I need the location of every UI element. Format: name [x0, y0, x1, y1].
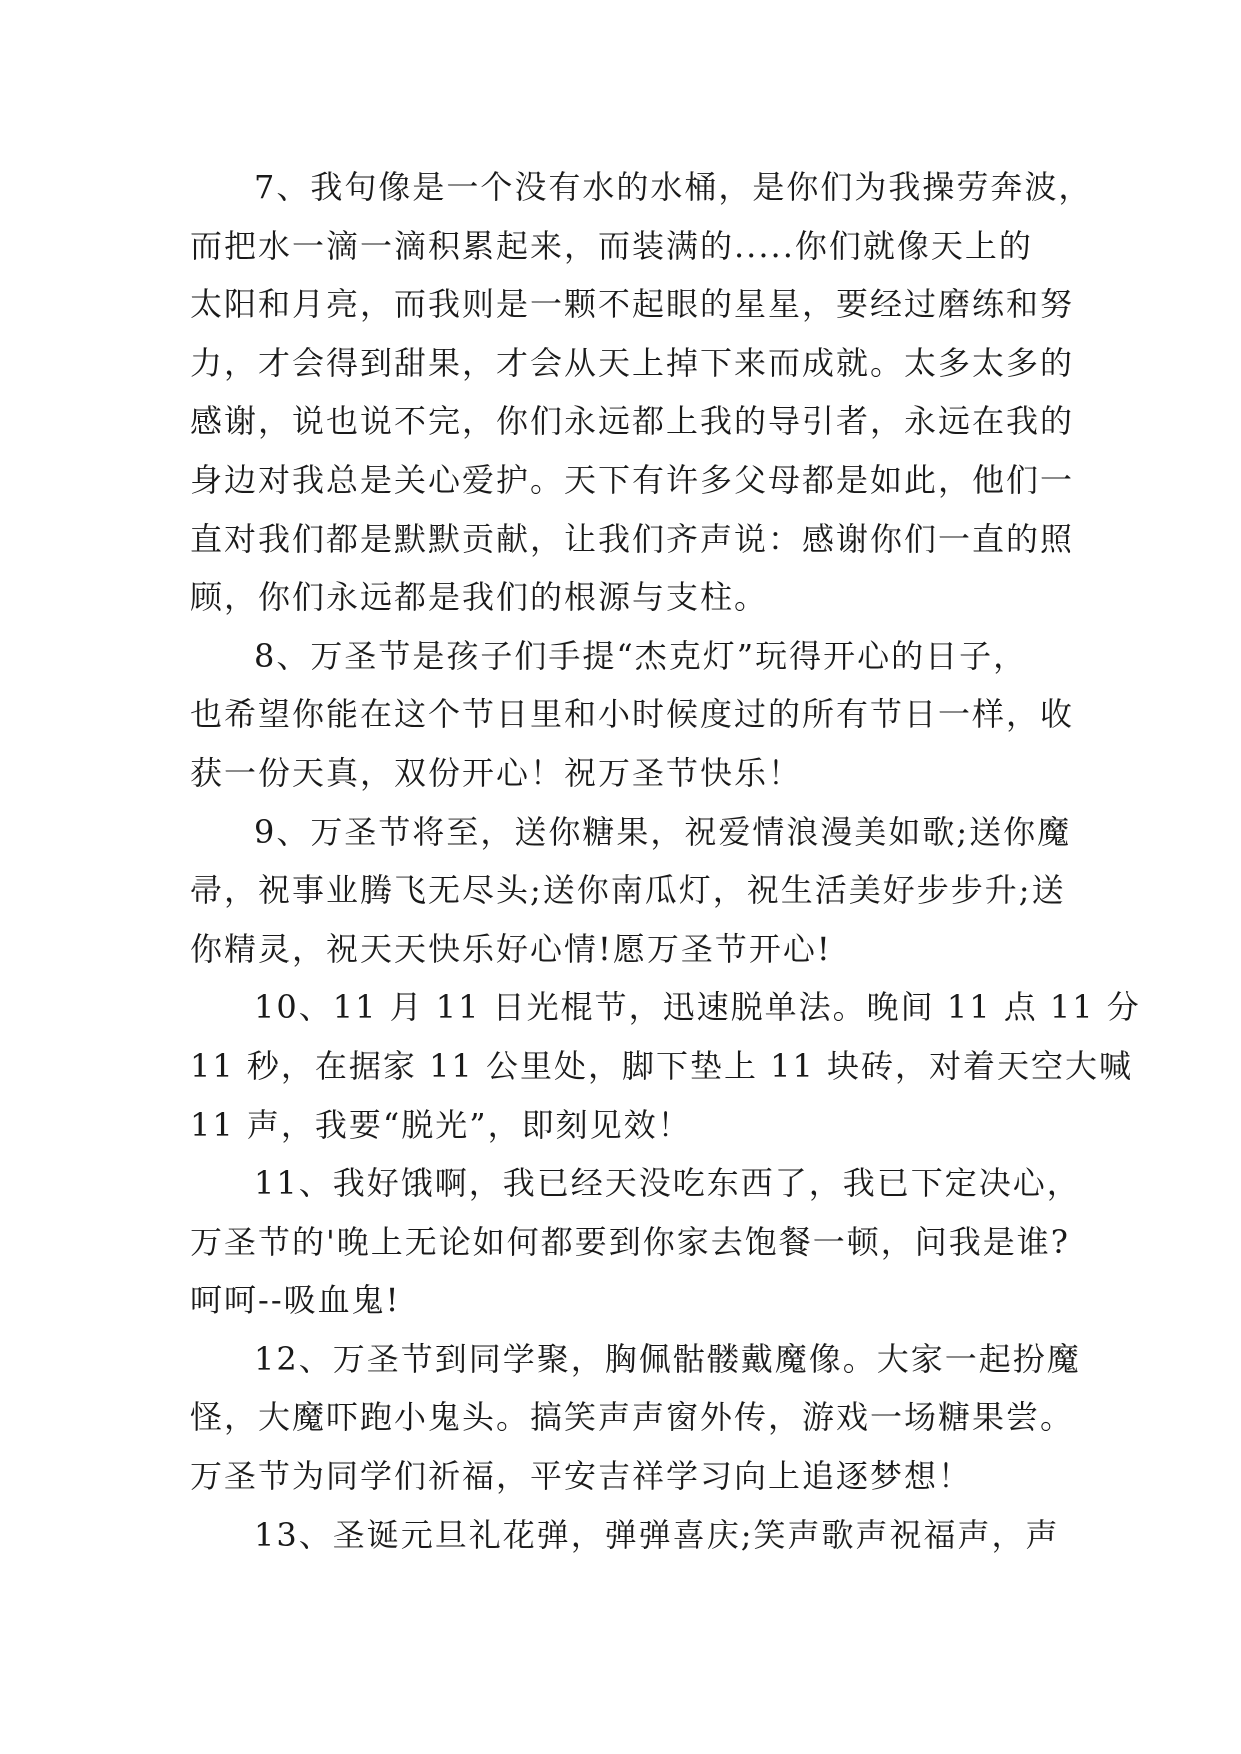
- paragraph-11: [190, 1154, 1081, 1330]
- text-line: 而把水一滴一滴积累起来，而装满的.....你们就像天上的: [190, 226, 1033, 265]
- text-line: 怪，大魔吓跑小鬼头。搞笑声声窗外传，游戏一场糖果尝。: [190, 1398, 1075, 1437]
- text-line: 9、万圣节将至，送你糖果，祝爱情浪漫美如歌;送你魔: [254, 812, 1072, 851]
- text-line: 太阳和月亮，而我则是一颗不起眼的星星，要经过磨练和努: [190, 285, 1075, 324]
- paragraph-13: [190, 1506, 1060, 1565]
- paragraph-8: [190, 627, 1075, 803]
- paragraph-10: [190, 978, 1141, 1154]
- text-line: 10、11 月 11 日光棍节，迅速脱单法。晚间 11 点 11 分: [254, 988, 1141, 1027]
- paragraph-12: [190, 1330, 1081, 1506]
- text-line: 万圣节为同学们祈福，平安吉祥学习向上追逐梦想！: [190, 1457, 973, 1496]
- text-line: 帚，祝事业腾飞无尽头;送你南瓜灯，祝生活美好步步升;送: [190, 871, 1066, 910]
- text-line: 11、我好饿啊，我已经天没吃东西了，我已下定决心，: [254, 1164, 1081, 1203]
- text-line: 力，才会得到甜果，才会从天上掉下来而成就。太多太多的: [190, 343, 1075, 382]
- text-line: 7、我句像是一个没有水的水桶，是你们为我操劳奔波，: [254, 168, 1093, 206]
- text-line: 你精灵，祝天天快乐好心情!愿万圣节开心!: [190, 929, 832, 968]
- text-line: 11 秒，在据家 11 公里处，脚下垫上 11 块砖，对着天空大喊: [190, 1046, 1134, 1085]
- text-line: 感谢，说也说不完，你们永远都上我的导引者，永远在我的: [190, 402, 1075, 441]
- paragraph-9: [190, 803, 1072, 979]
- text-line: 11 声，我要“脱光”，即刻见效！: [190, 1105, 692, 1144]
- text-line: 身边对我总是关心爱护。天下有许多父母都是如此，他们一: [190, 460, 1075, 499]
- body-text: [190, 158, 1141, 1564]
- text-line: 直对我们都是默默贡献，让我们齐声说：感谢你们一直的照: [190, 519, 1075, 558]
- text-line: 呵呵--吸血鬼!: [190, 1281, 401, 1320]
- text-line: 12、万圣节到同学聚，胸佩骷髅戴魔像。大家一起扮魔: [254, 1339, 1081, 1378]
- text-line: 获一份天真，双份开心！祝万圣节快乐！: [190, 753, 803, 792]
- text-line: 13、圣诞元旦礼花弹，弹弹喜庆;笑声歌声祝福声，声: [254, 1515, 1060, 1554]
- text-line: 也希望你能在这个节日里和小时候度过的所有节日一样，收: [190, 695, 1075, 734]
- text-line: 8、万圣节是孩子们手提“杰克灯”玩得开心的日子，: [254, 636, 1028, 675]
- text-line: 万圣节的'晚上无论如何都要到你家去饱餐一顿，问我是谁?: [190, 1222, 1070, 1261]
- paragraph-7: [190, 158, 1093, 627]
- text-line: 顾，你们永远都是我们的根源与支柱。: [190, 578, 769, 617]
